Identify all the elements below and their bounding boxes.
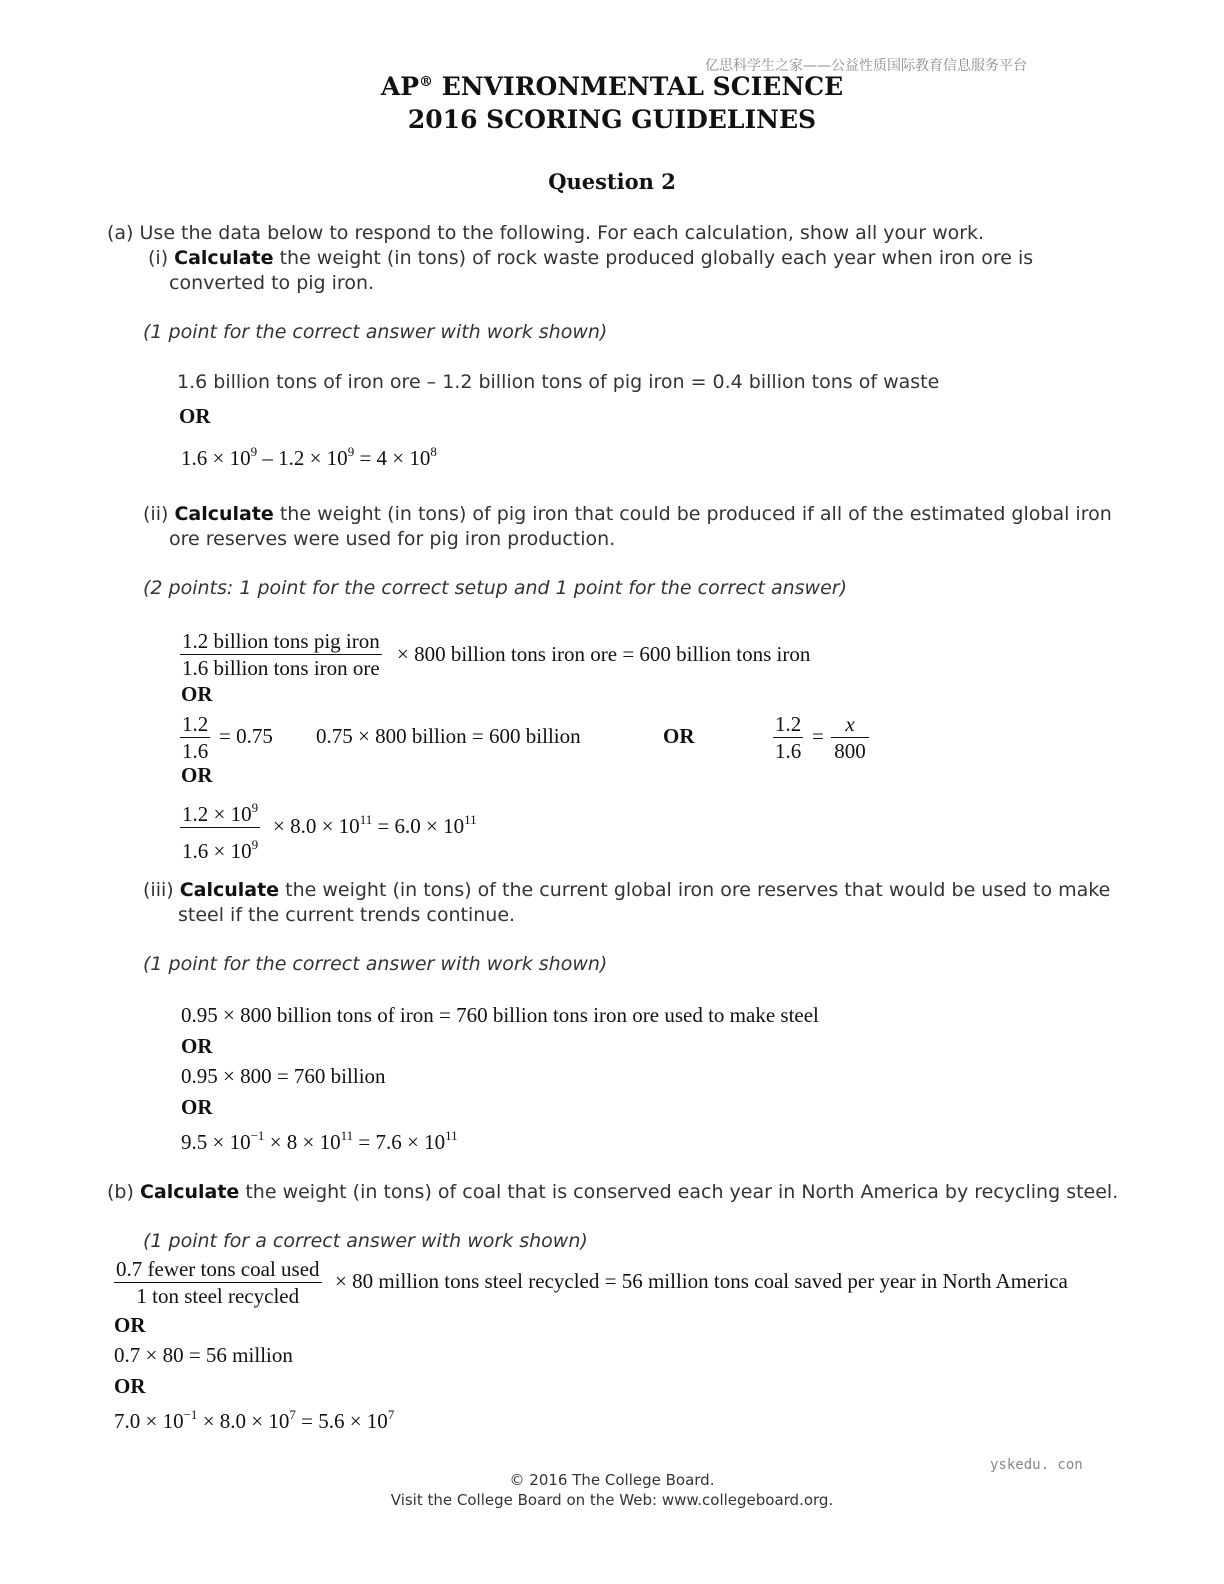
part-a-ii-text: the weight (in tons) of pig iron that could be produced if all of the estimated global iron <box>273 503 1112 525</box>
fraction-numerator: 1.2 billion tons pig iron <box>182 629 380 653</box>
part-a-ii-prompt <box>143 503 1112 525</box>
part-b-label: (b) <box>107 1181 140 1203</box>
or-label: OR <box>179 404 211 428</box>
fraction-ratio-alt <box>773 712 803 763</box>
fraction-denominator: 1.6 billion tons iron ore <box>182 656 380 680</box>
part-a-iii-prompt-cont: steel if the current trends continue. <box>178 904 516 926</box>
title-line1: ENVIRONMENTAL SCIENCE <box>433 72 844 101</box>
fraction-ratio <box>180 712 210 763</box>
part-a-i-verb: Calculate <box>174 247 274 269</box>
fraction-numerator: 0.7 fewer tons coal used <box>116 1257 320 1281</box>
fraction-scientific <box>180 796 260 863</box>
watermark-url: yskedu. con <box>990 1457 1083 1473</box>
part-b-scientific: $7.0 \times 10^{-1} \times 8.0 \times 10^7 = 5.6 \times 10^7$ <box>114 1407 395 1433</box>
part-b-verb: Calculate <box>139 1181 240 1203</box>
part-a-i-points: (1 point for the correct answer with work shown) <box>143 321 608 343</box>
part-a-iii-prompt <box>143 879 1110 901</box>
part-a-iii-label: (iii) <box>143 879 180 901</box>
part-b-prompt <box>107 1181 1118 1203</box>
question-heading: Question 2 <box>548 169 676 194</box>
part-a-ii-verb: Calculate <box>174 503 274 525</box>
part-a-i-prompt-cont: converted to pig iron. <box>169 272 375 294</box>
part-a-ii-prompt-cont: ore reserves were used for pig iron production. <box>169 528 616 550</box>
fraction-pig-iron-ratio <box>180 629 382 680</box>
fraction-proportion <box>831 712 869 763</box>
or-label: OR <box>181 1034 213 1058</box>
part-a-ii-label: (ii) <box>143 503 175 525</box>
title-ap: AP <box>380 72 420 101</box>
part-a-ii-points: (2 points: 1 point for the correct setup and 1 point for the correct answer) <box>143 577 847 599</box>
page-subtitle: 2016 SCORING GUIDELINES <box>407 105 817 134</box>
footer-website: Visit the College Board on the Web: www.collegeboard.org. <box>390 1491 834 1509</box>
ratio-result: = 0.75 <box>219 724 273 748</box>
fraction-denominator: $1.6 \times 10^9$ <box>182 837 259 863</box>
or-label: OR <box>181 763 213 787</box>
part-a-i-label: (i) <box>148 247 175 269</box>
fraction-coal-ratio <box>114 1257 322 1308</box>
multiplication: 0.75 × 800 billion = 600 billion <box>316 724 581 748</box>
fraction-denominator: 1.6 <box>182 739 209 763</box>
part-b-short-answer: 0.7 × 80 = 56 million <box>114 1343 293 1367</box>
part-a-iii-answer: 0.95 × 800 billion tons of iron = 760 billion tons iron ore used to make steel <box>181 1003 819 1027</box>
page-title <box>0 72 1224 101</box>
fraction-denominator: 800 <box>834 739 866 763</box>
part-a-iii-text: the weight (in tons) of the current global iron ore reserves that would be used to make <box>279 879 1111 901</box>
part-a-i-prompt <box>148 247 1033 269</box>
fraction-numerator: 1.2 <box>182 712 209 736</box>
part-a-iii-scientific: $9.5 \times 10^{-1} \times 8 \times 10^{11} = 7.6 \times 10^{11}$ <box>181 1128 458 1154</box>
footer-copyright: © 2016 The College Board. <box>509 1471 715 1489</box>
or-label: OR <box>181 1095 213 1119</box>
part-a-iii-points: (1 point for the correct answer with work shown) <box>143 953 608 975</box>
watermark-text: 亿思科学生之家——公益性质国际教育信息服务平台 <box>705 58 1027 74</box>
equals-sign: = <box>812 724 824 748</box>
part-a-i-text: the weight (in tons) of rock waste produced globally each year when iron ore is <box>273 247 1034 269</box>
fraction-denominator: 1 ton steel recycled <box>136 1284 300 1308</box>
or-label: OR <box>181 682 213 706</box>
fraction-numerator: 1.2 <box>775 712 802 736</box>
part-b-text: the weight (in tons) of coal that is conserved each year in North America by recycling steel. <box>239 1181 1119 1203</box>
part-a-intro: (a) Use the data below to respond to the following. For each calculation, show all your work. <box>107 222 985 244</box>
part-a-iii-verb: Calculate <box>179 879 280 901</box>
part-a-i-scientific: $1.6 \times 10^9 - 1.2 \times 10^9 = 4 \times 10^8$ <box>181 444 437 470</box>
or-label: OR <box>114 1313 146 1337</box>
fraction-numerator: x <box>831 712 869 738</box>
fraction-denominator: 1.6 <box>775 739 802 763</box>
part-a-iii-short-answer: 0.95 × 800 = 760 billion <box>181 1064 386 1088</box>
part-a-i-answer: 1.6 billion tons of iron ore – 1.2 billion tons of pig iron = 0.4 billion tons of waste <box>177 371 940 393</box>
registered-mark: ® <box>419 74 434 90</box>
part-b-answer: × 80 million tons steel recycled = 56 million tons coal saved per year in North America <box>335 1269 1068 1293</box>
fraction-numerator: $1.2 \times 10^9$ <box>180 796 260 828</box>
or-label: OR <box>663 724 695 748</box>
part-b-points: (1 point for a correct answer with work shown) <box>143 1230 588 1252</box>
part-a-ii-answer: × 800 billion tons iron ore = 600 billion tons iron <box>397 642 811 666</box>
or-label: OR <box>114 1374 146 1398</box>
part-a-ii-scientific: × $8.0 \times 10^{11} = 6.0 \times 10^{11}$ <box>273 812 477 838</box>
